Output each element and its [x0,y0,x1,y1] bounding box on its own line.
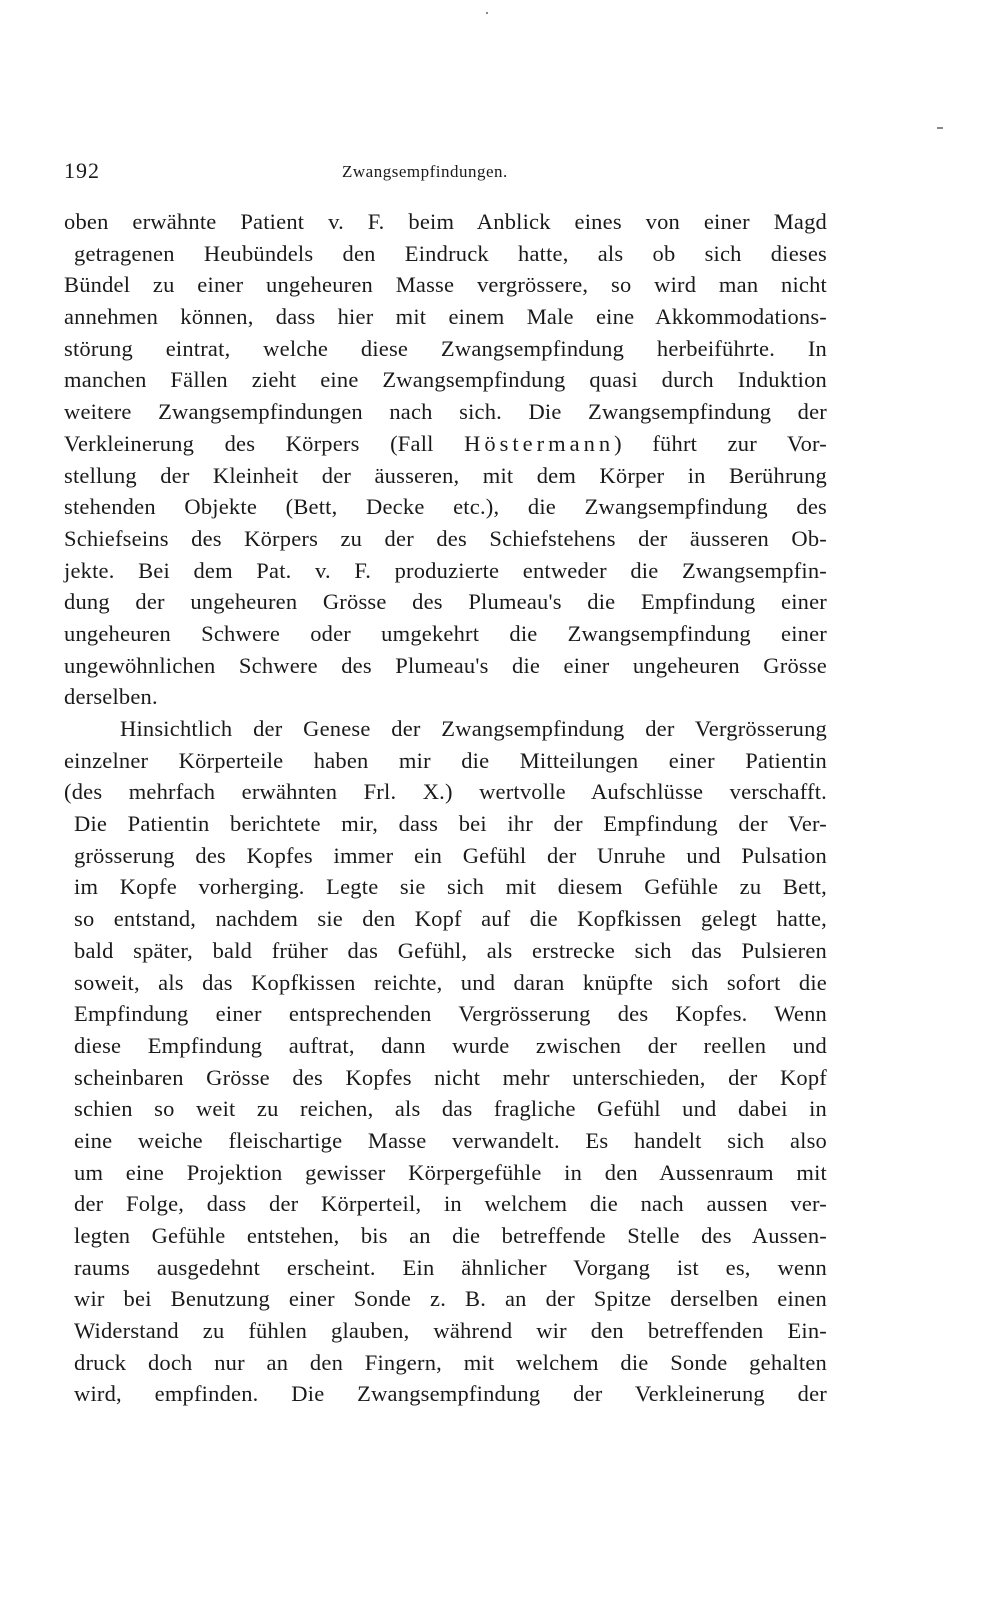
text-line: grösserung des Kopfes immer ein Gefühl der Unruhe und Pulsation [74,842,827,868]
text-line: wird, empfinden. Die Zwangsempfindung der Verkleinerung der [74,1381,827,1407]
text-line: Widerstand zu fühlen glauben, während wir den betreffenden Ein- [74,1318,827,1344]
text-line: annehmen können, dass hier mit einem Male eine Akkommodations- [64,304,827,330]
text-line: so entstand, nachdem sie den Kopf auf die Kopfkissen gelegt hatte, [74,906,827,932]
paragraph-2 [64,713,827,1410]
text-line: einzelner Körperteile haben mir die Mitteilungen einer Patientin [64,747,827,773]
text-line: Empfindung einer entsprechenden Vergrösserung des Kopfes. Wenn [74,1001,827,1027]
running-head: Zwangsempfindungen. [342,162,508,181]
text-line: Bündel zu einer ungeheuren Masse vergrössere, so wird man nicht [64,272,827,298]
body-text [64,206,827,1410]
text-line: manchen Fällen zieht eine Zwangsempfindung quasi durch Induktion [64,367,827,393]
text-line: soweit, als das Kopfkissen reichte, und daran knüpfte sich sofort die [74,969,827,995]
text-line: schien so weit zu reichen, als das fragliche Gefühl und dabei in [74,1096,827,1122]
text-line: im Kopfe vorherging. Legte sie sich mit diesem Gefühle zu Bett, [74,874,827,900]
text-line: weitere Zwangsempfindungen nach sich. Die Zwangsempfindung der [64,399,827,425]
text-line: druck doch nur an den Fingern, mit welchem die Sonde gehalten [74,1349,827,1375]
text-fragment: ) führt zur Vor- [614,430,827,456]
text-line: derselben. [64,684,158,710]
text-line: der Folge, dass der Körperteil, in welchem die nach aussen ver- [74,1191,827,1217]
text-line: bald später, bald früher das Gefühl, als erstrecke sich das Pulsieren [74,937,827,963]
text-line: eine weiche fleischartige Masse verwandelt. Es handelt sich also [74,1127,827,1153]
text-line: (des mehrfach erwähnten Frl. X.) wertvolle Aufschlüsse verschafft. [64,779,827,805]
text-line: störung eintrat, welche diese Zwangsempfindung herbeiführte. In [64,335,827,361]
page-header [64,158,824,188]
text-fragment: Verkleinerung des Körpers (Fall [64,430,465,456]
text-line: stehenden Objekte (Bett, Decke etc.), die Zwangsempfindung des [64,494,827,520]
text-line: diese Empfindung auftrat, dann wurde zwischen der reellen und [74,1032,827,1058]
text-line: getragenen Heubündels den Eindruck hatte, als ob sich dieses [74,240,827,266]
text-line: ungeheuren Schwere oder umgekehrt die Zwangsempfindung einer [64,620,827,646]
text-line: scheinbaren Grösse des Kopfes nicht mehr unterschieden, der Kopf [74,1064,827,1090]
print-speck [937,127,943,129]
text-line: Die Patientin berichtete mir, dass bei ihr der Empfindung der Ver- [74,811,827,837]
paragraph-1 [64,206,827,713]
text-line: jekte. Bei dem Pat. v. F. produzierte entweder die Zwangsempfin- [64,557,827,583]
text-line: stellung der Kleinheit der äusseren, mit dem Körper in Berührung [64,462,827,488]
text-line: Schiefseins des Körpers zu der des Schiefstehens der äusseren Ob- [64,525,827,551]
text-line: Hinsichtlich der Genese der Zwangsempfindung der Vergrösserung [120,716,827,741]
text-line: dung der ungeheuren Grösse des Plumeau's die Empfindung einer [64,589,827,615]
text-line: raums ausgedehnt erscheint. Ein ähnlicher Vorgang ist es, wenn [74,1254,827,1280]
text-line: legten Gefühle entstehen, bis an die betreffende Stelle des Aussen- [74,1223,827,1248]
text-line [64,428,827,460]
text-line: oben erwähnte Patient v. F. beim Anblick eines von einer Magd [64,209,827,234]
text-line: um eine Projektion gewisser Körpergefühle in den Aussenraum mit [74,1159,827,1185]
emphasized-name: Höstermann [464,430,615,456]
text-line: wir bei Benutzung einer Sonde z. B. an der Spitze derselben einen [74,1286,827,1312]
print-speck [486,12,488,14]
text-line: ungewöhnlichen Schwere des Plumeau's die einer ungeheuren Grösse [64,652,827,678]
page-number: 192 [64,158,100,183]
